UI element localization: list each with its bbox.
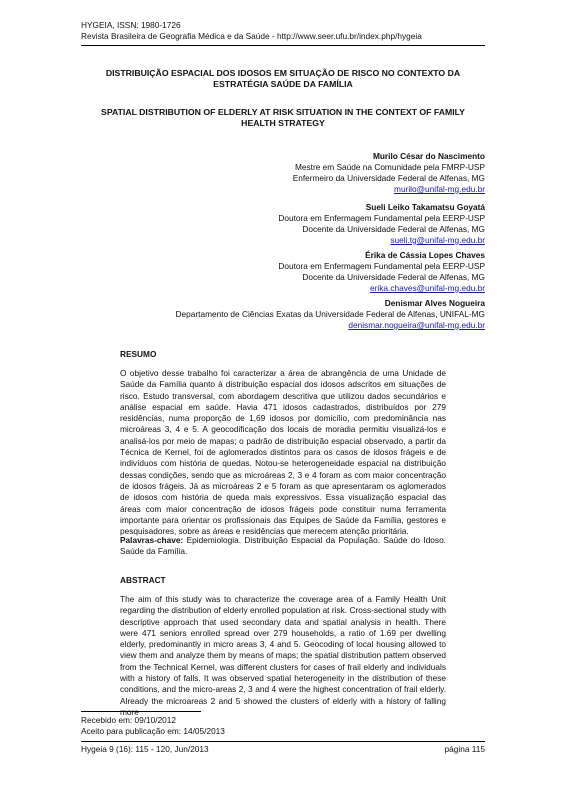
author-email-link[interactable]: sueli.tg@unifal-mg.edu.br xyxy=(390,235,485,245)
received-date: Recebido em: 09/10/2012 xyxy=(81,715,177,725)
author-email-link[interactable]: erika.chaves@unifal-mg.edu.br xyxy=(370,283,485,293)
header-divider xyxy=(81,45,485,46)
accepted-date: Aceito para publicação em: 14/05/2013 xyxy=(81,726,225,736)
author-email-link[interactable]: murilo@unifal-mg.edu.br xyxy=(394,184,485,194)
author-affiliation: Enfermeiro da Universidade Federal de Alfenas, MG xyxy=(292,173,485,183)
author-affiliation: Departamento de Ciências Exatas da Universidade Federal de Alfenas, UNIFAL-MG xyxy=(175,309,485,319)
author-block-4 xyxy=(176,298,485,331)
keywords-label: Palavras-chave: xyxy=(120,535,184,545)
author-name: Érika de Cássia Lopes Chaves xyxy=(365,250,485,260)
journal-subtitle: Revista Brasileira de Geografia Médica e da Saúde - http://www.seer.ufu.br/index.php/hygeia xyxy=(81,31,422,41)
author-affiliation: Docente da Universidade Federal de Alfenas, MG xyxy=(302,272,485,282)
resumo-text: O objetivo desse trabalho foi caracterizar a área de abrangência de uma Unidade de Saúde da Família quanto à distribuição espacial dos idosos adscritos em situações de risco. Estudo transversal, com abordagem descritiva que utilizou dados secundários e análise espacial em saúde. Havia 471 idosos cadastrados, distribuídos por 279 residências, numa proporção de 1,69 idosos por domicílio, com predominância nas microáreas 3, 4 e 5. A geocodificação dos locais de moradia permitiu visualizá-los e analisá-los por meio de mapas; o padrão de distribuição espacial observado, a partir da Técnica de Kernel, foi de aglomerados distintos para os casos de idosos frágeis e de indivíduos com história de quedas. Notou-se heterogeneidade espacial na distribuição dessas condições, sendo que as microáreas 2, 3 e 4 foram as com maior concentração de idosos frágeis. Já as microáreas 2 e 5 foram as que apresentaram os aglomerados de idosos com história de queda mais expressivos. Essa visualização espacial das áreas com maior concentração de idosos frágeis pode constituir numa ferramenta importante para orientar os profissionais das Equipes de Saúde da Família, gestores e pesquisadores, sobre as áreas e residências que merecem atenção prioritária. xyxy=(120,368,446,537)
author-name: Murilo César do Nascimento xyxy=(372,151,485,161)
page-number: página 115 xyxy=(444,744,485,754)
author-affiliation: Doutora em Enfermagem Fundamental pela EERP-USP xyxy=(278,213,485,223)
author-name: Denismar Alves Nogueira xyxy=(384,298,485,308)
author-block-3 xyxy=(278,250,485,294)
abstract-text: The aim of this study was to characterize the coverage area of a Family Health Unit regarding the distribution of elderly enrolled population at risk. Cross-sectional study with descriptive approach that used secondary data and spatial analysis in health. There were 471 seniors enrolled spread over 279 households, a ratio of 1.69 per dwelling elderly, predominantly in micro areas 3, 4 and 5. Geocoding of local housing allowed to view them and analyze them by means of maps; the spatial distribution pattern observed from the Technical Kernel, was different clusters for cases of frail elderly and individuals with a history of falls. It was observed spatial heterogeneity in the distribution of these conditions, and the micro-areas 2, 3 and 4 were the highest concentration of frail elderly. Already the microareas 2 and 5 showed the clusters of elderly with a history of falling more xyxy=(120,594,446,717)
abstract-heading: ABSTRACT xyxy=(120,575,166,585)
footer-divider xyxy=(81,741,485,742)
keywords-pt xyxy=(120,535,446,558)
author-block-1 xyxy=(293,151,485,195)
journal-header xyxy=(81,20,422,42)
resumo-heading: RESUMO xyxy=(120,349,157,359)
footnote xyxy=(81,715,225,737)
title-english: SPATIAL DISTRIBUTION OF ELDERLY AT RISK SITUATION IN THE CONTEXT OF FAMILY HEALTH STRATEGY xyxy=(101,107,465,128)
author-email-link[interactable]: denismar.nogueira@unifal-mg.edu.br xyxy=(348,320,485,330)
footer-citation: Hygeia 9 (16): 115 - 120, Jun/2013 xyxy=(81,744,209,754)
author-block-2 xyxy=(278,202,485,246)
author-name: Sueli Leiko Takamatsu Goyatá xyxy=(365,202,485,212)
author-affiliation: Mestre em Saúde na Comunidade pela FMRP-USP xyxy=(295,162,485,172)
keywords-list: Epidemiologia. Distribuição Espacial da População. Saúde do Idoso. Saúde da Família. xyxy=(120,535,446,557)
footnote-divider xyxy=(81,711,201,712)
author-affiliation: Docente da Universidade Federal de Alfenas, MG xyxy=(302,224,485,234)
title-portuguese: DISTRIBUIÇÃO ESPACIAL DOS IDOSOS EM SITUAÇÃO DE RISCO NO CONTEXTO DA ESTRATÉGIA SAÚDE DA FAMÍLIA xyxy=(105,68,461,89)
author-affiliation: Doutora em Enfermagem Fundamental pela EERP-USP xyxy=(278,261,485,271)
journal-issn: HYGEIA, ISSN: 1980-1726 xyxy=(81,20,181,30)
